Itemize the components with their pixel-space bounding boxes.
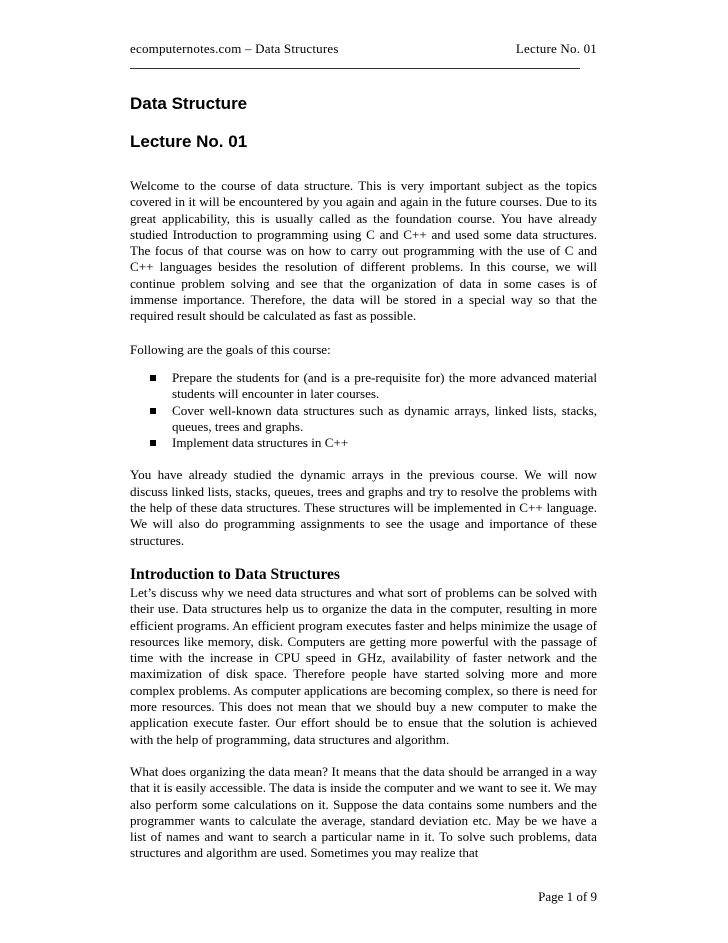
page-footer bbox=[130, 889, 597, 905]
page-body bbox=[130, 92, 597, 862]
lecture-number: Lecture No. 01 bbox=[130, 132, 248, 151]
header-rule bbox=[130, 68, 580, 69]
list-item bbox=[172, 370, 597, 403]
organizing-paragraph: What does organizing the data mean? It means that the data should be arranged in a way that it is easily accessible. The data is inside the computer and we want to see it. We may also perform some calculations on it. Suppose the data contains some numbers and the programmer wants to calculate the average, standard deviation etc. May be we have a list of names and want to search a particular name in it. To solve such problems, data structures and algorithm are used. Sometimes you may realize that bbox=[130, 763, 597, 861]
goal-text: Prepare the students for (and is a pre-requisite for) the more advanced material students will encounter in later courses. bbox=[172, 369, 597, 402]
bullet-square-icon bbox=[150, 440, 156, 446]
page-header bbox=[130, 41, 597, 57]
page-number: Page 1 of 9 bbox=[538, 889, 597, 904]
document-title: Data Structure bbox=[130, 94, 248, 113]
bullet-square-icon bbox=[150, 375, 156, 381]
goal-text: Implement data structures in C++ bbox=[172, 435, 349, 451]
goals-lead: Following are the goals of this course: bbox=[130, 341, 331, 357]
header-lecture: Lecture No. 01 bbox=[515, 41, 597, 56]
list-item bbox=[172, 435, 597, 451]
dynamic-arrays-paragraph: You have already studied the dynamic arrays in the previous course. We will now discuss linked lists, stacks, queues, trees and graphs and try to resolve the problems with the help of these data structures. These structures will be implemented in C++ language. We will also do programming assignments to see the usage and importance of these structures. bbox=[130, 467, 597, 548]
bullet-square-icon bbox=[150, 408, 156, 414]
header-site: ecomputernotes.com – Data Structures bbox=[130, 41, 339, 56]
list-item bbox=[172, 403, 597, 436]
goal-text: Cover well-known data structures such as dynamic arrays, linked lists, stacks, queues, trees and graphs. bbox=[172, 402, 597, 434]
section-heading: Introduction to Data Structures bbox=[130, 565, 340, 583]
goals-list bbox=[130, 370, 597, 451]
why-needed-paragraph: Let’s discuss why we need data structures and what sort of problems can be solved with their use. Data structures help us to organize the data in the computer, resulting in more efficient programs. An efficient program executes faster and helps minimize the usage of resources like memory, disk. Computers are getting more powerful with the passage of time with the increase in CPU speed in GHz, availability of faster network and the maximization of disk space. Therefore people have started solving more and more complex problems. As computer applications are becoming complex, so there is need for more resources. This does not mean that we should buy a new computer to make the application execute faster. Our effort should be to ensue that the solution is achieved with the help of programming, data structures and algorithm. bbox=[130, 584, 597, 747]
intro-paragraph: Welcome to the course of data structure. This is very important subject as the topics covered in it will be encountered by you again and again in the future courses. Due to its great applicability, this is usually called as the foundation course. You have already studied Introduction to programming using C and C++ and used some data structures. The focus of that course was on how to carry out programming with the use of C and C++ languages besides the resolution of different problems. In this course, we will continue problem solving and see that the organization of data in some cases is of immense importance. Therefore, the data will be stored in a special way so that the required result should be calculated as fast as possible. bbox=[130, 178, 597, 324]
